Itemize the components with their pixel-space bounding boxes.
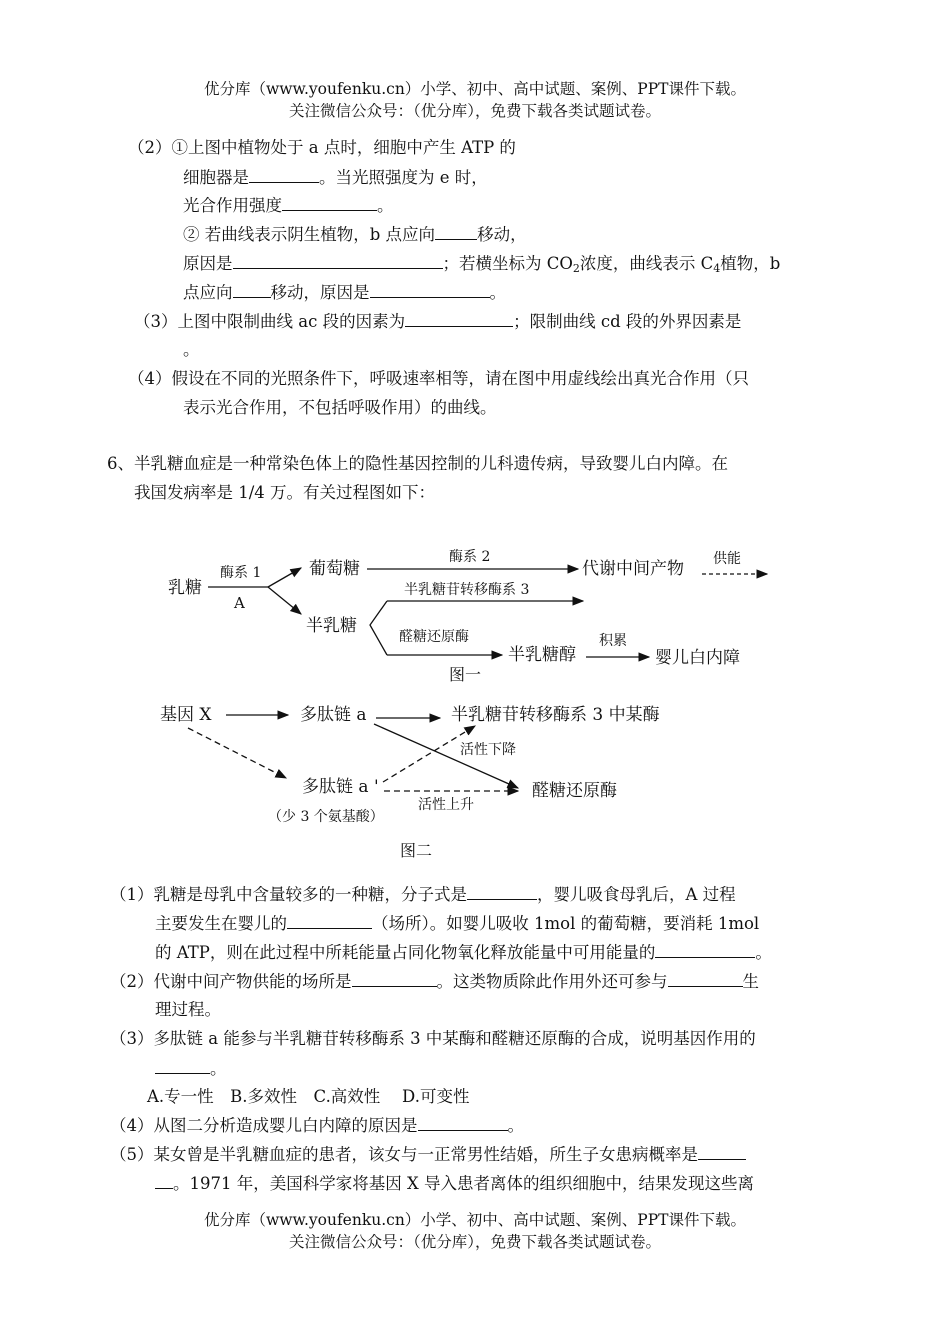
- q6-part2-line2: 理过程。: [155, 1000, 221, 1019]
- q6-part5-line1: （5）某女曾是半乳糖血症的患者，该女与一正常男性结婚，所生子女患病概率是: [110, 1142, 746, 1167]
- fig1-enzyme3: 半乳糖苷转移酶系 3: [404, 582, 530, 598]
- q6-part3-options: A.专一性 B.多效性 C.高效性 D.可变性: [147, 1087, 470, 1106]
- fig1-branch: [370, 601, 387, 655]
- q5-part2-line1: （2）①上图中植物处于 a 点时，细胞中产生 ATP 的: [128, 138, 516, 157]
- fig2-geneX: 基因 X: [160, 705, 212, 725]
- q6-part4-line1: （4）从图二分析造成婴儿白内障的原因是 。: [110, 1113, 524, 1138]
- q5-part2-line6: 点应向 移动，原因是 。: [183, 280, 506, 305]
- q6-intro-line1: 6、半乳糖血症是一种常染色体上的隐性基因控制的儿科遗传病，导致婴儿白内障。在: [107, 454, 728, 473]
- page-footer-line1: 优分库（www.youfenku.cn）小学、初中、高中试题、案例、PPT课件下载。: [203, 1211, 747, 1229]
- q5-part4-line1: （4）假设在不同的光照条件下，呼吸速率相等，请在图中用虚线绘出真光合作用（只: [128, 369, 749, 388]
- fig2-arrow-geneX-peptideA2: [188, 728, 286, 778]
- q6-part2-line1: （2）代谢中间产物供能的场所是 。这类物质除此作用外还可参与 生: [110, 969, 759, 994]
- fig2-caption: 图二: [400, 841, 433, 860]
- q6-part1-line3: 的 ATP，则在此过程中所耗能量占同化物氧化释放能量中可用能量的 。: [155, 940, 772, 965]
- fig1-intermediate: 代谢中间产物: [582, 559, 684, 579]
- fig1-arrow-to-galactose: [268, 587, 301, 614]
- q5-part4-line2: 表示光合作用，不包括呼吸作用）的曲线。: [183, 398, 497, 417]
- fig2-aldose: 醛糖还原酶: [532, 781, 617, 801]
- fig2-peptideA: 多肽链 a: [300, 705, 367, 725]
- page-header-line1: 优分库（www.youfenku.cn）小学、初中、高中试题、案例、PPT课件下载。: [203, 80, 747, 98]
- fig1-enzyme2: 酶系 2: [449, 549, 491, 565]
- fig2-someEnzyme: 半乳糖苷转移酶系 3 中某酶: [451, 705, 660, 725]
- fig1-cataract: 婴儿白内障: [655, 648, 740, 668]
- fig1-aldose: 醛糖还原酶: [399, 629, 469, 645]
- q6-part3-line2: 。: [155, 1056, 227, 1081]
- q5-part2-line4: ② 若曲线表示阴生植物，b 点应向 移动，: [183, 222, 527, 247]
- q6-part1-line2: 主要发生在婴儿的 （场所）。如婴儿吸收 1mol 的葡萄糖，要消耗 1mol: [155, 911, 759, 936]
- q6-part1-line1: （1）乳糖是母乳中含量较多的一种糖，分子式是 ，婴儿吸食母乳后，A 过程: [110, 882, 847, 907]
- fig2-activityUp: 活性上升: [418, 797, 474, 813]
- fig1-galactitol: 半乳糖醇: [508, 645, 576, 665]
- pathway-figures: [0, 530, 950, 870]
- q5-part2-line5: 原因是 ；若横坐标为 $CO_2$浓度，曲线表示 $C_4$植物，b: [183, 251, 780, 281]
- fig2-less3: （少 3 个氨基酸）: [268, 809, 384, 825]
- fig1-accumulate: 积累: [599, 633, 627, 649]
- fig1-arrow-to-glucose: [268, 568, 301, 587]
- page-header-line2: 关注微信公众号：（优分库），免费下载各类试题试卷。: [288, 102, 661, 120]
- page-footer-line2: 关注微信公众号：（优分库），免费下载各类试题试卷。: [288, 1233, 661, 1251]
- fig1-caption: 图一: [449, 665, 482, 684]
- q5-part3-line2: 。: [183, 340, 200, 359]
- fig1-enzyme1: 酶系 1: [220, 565, 262, 581]
- fig1-galactose: 半乳糖: [306, 616, 357, 636]
- fig1-glucose: 葡萄糖: [309, 559, 360, 579]
- q5-part3-line1: （3）上图中限制曲线 ac 段的因素为 ；限制曲线 cd 段的外界因素是: [134, 309, 741, 334]
- q5-part2-line3: 光合作用强度 。: [183, 193, 394, 218]
- q6-part3-line1: （3）多肽链 a 能参与半乳糖苷转移酶系 3 中某酶和醛糖还原酶的合成，说明基因作用的: [110, 1029, 756, 1048]
- fig1-lactose: 乳糖: [168, 578, 202, 598]
- fig1-label-A: A: [234, 594, 245, 612]
- fig1-energy: 供能: [713, 551, 741, 567]
- q5-part2-line2: 细胞器是 。当光照强度为 e 时，: [183, 165, 488, 190]
- fig2-activityDown: 活性下降: [460, 742, 516, 758]
- q6-intro-line2: 我国发病率是 1/4 万。有关过程图如下：: [134, 483, 436, 502]
- q6-part5-line2: 。1971 年，美国科学家将基因 X 导入患者离体的组织细胞中，结果发现这些离: [155, 1171, 754, 1196]
- fig2-peptideA2: 多肽链 a ': [302, 777, 379, 797]
